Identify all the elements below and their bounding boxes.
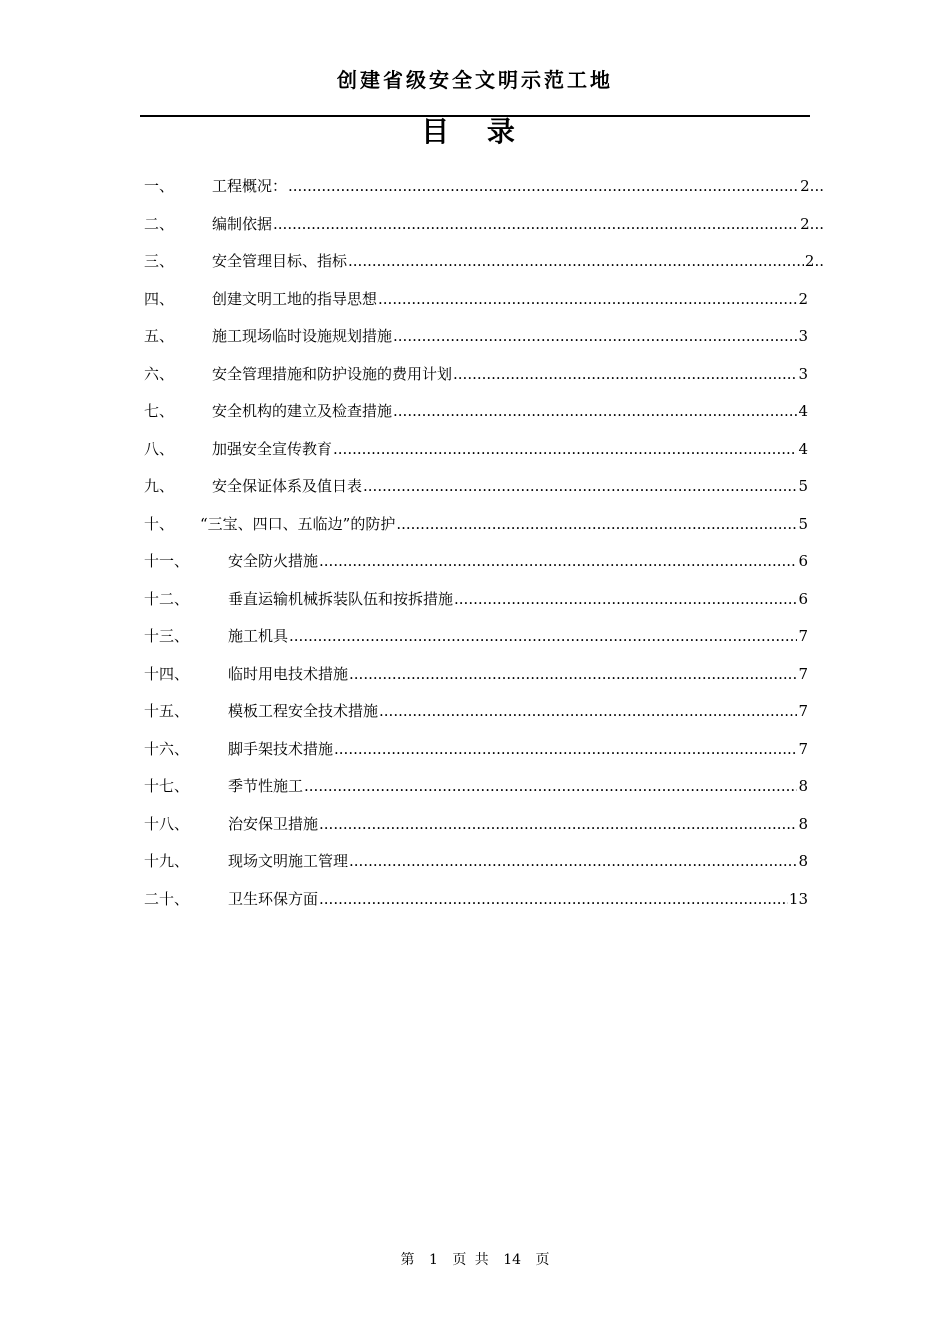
toc-entry-page: 7 (798, 664, 808, 683)
toc-leader-dots (334, 737, 797, 761)
toc-entry-page: 4 (798, 402, 808, 420)
toc-leader-dots (319, 887, 788, 911)
toc-entry[interactable] (144, 287, 808, 325)
toc-leader-dots (378, 287, 797, 311)
toc-entry-number: 一、 (144, 177, 175, 195)
toc-entry-number: 十四、 (144, 664, 190, 683)
toc-entry-page: 7 (798, 627, 808, 645)
toc-entry-number: 十三、 (144, 627, 190, 645)
toc-entry-page: 7 (798, 702, 808, 720)
toc-entry-number: 二十、 (144, 889, 190, 908)
toc-entry-number: 六、 (144, 364, 175, 383)
toc-entry-page: 7 (798, 739, 808, 758)
toc-entry-title: 模板工程安全技术措施 (228, 702, 379, 720)
toc-entry-title: 季节性施工 (228, 777, 304, 795)
toc-entry-title: 加强安全宣传教育 (212, 439, 333, 458)
toc-entry-title: 安全保证体系及值日表 (212, 477, 363, 495)
toc-entry-title: 安全管理目标、指标 (212, 252, 348, 270)
toc-entry[interactable] (144, 474, 808, 512)
toc-entry-title: “三宝、四口、五临边”的防护 (200, 514, 396, 533)
footer-current-page: 1 (428, 1252, 438, 1268)
toc-leader-dots (333, 437, 797, 461)
toc-entry-title: 施工机具 (228, 627, 289, 645)
toc-leader-dots (379, 699, 797, 723)
toc-entry-page: 8 (798, 777, 808, 795)
toc-entry[interactable] (144, 324, 808, 362)
toc-entry-number: 二、 (144, 214, 175, 233)
toc-entry-title: 工程概况： (212, 177, 288, 195)
toc-entry-page: 13 (788, 889, 808, 908)
toc-entry-title: 卫生环保方面 (228, 889, 319, 908)
toc-entry-page: 2... (800, 177, 824, 195)
toc-entry[interactable] (144, 812, 808, 850)
toc-entry[interactable] (144, 737, 808, 775)
toc-leader-dots (319, 812, 797, 836)
toc-entry-title: 垂直运输机械拆装队伍和按拆措施 (228, 589, 454, 608)
footer-prefix: 第 (400, 1252, 415, 1268)
footer-suffix: 页 (535, 1252, 550, 1268)
toc-entry-title: 创建文明工地的指导思想 (212, 289, 378, 308)
toc-entry-page: 8 (798, 814, 808, 833)
toc-leader-dots (288, 174, 799, 198)
toc-entry[interactable] (144, 174, 824, 212)
toc-entry[interactable] (144, 437, 808, 475)
toc-leader-dots (396, 512, 797, 536)
toc-entry-number: 七、 (144, 402, 175, 420)
toc-title: 目 录 (421, 115, 529, 148)
toc-leader-dots (454, 587, 797, 611)
toc-entry-page: 5 (798, 477, 808, 495)
toc-entry[interactable] (144, 212, 824, 250)
toc-entry-title: 现场文明施工管理 (228, 852, 349, 870)
toc-entry[interactable] (144, 662, 808, 700)
toc-entry-title: 安全机构的建立及检查措施 (212, 402, 393, 420)
toc-entry[interactable] (144, 399, 808, 437)
toc-entry-number: 八、 (144, 439, 175, 458)
toc-entry[interactable] (144, 699, 808, 737)
toc-leader-dots (348, 249, 804, 273)
toc-leader-dots (349, 662, 797, 686)
toc-entry[interactable] (144, 512, 808, 550)
toc-entry-page: 5 (798, 514, 808, 533)
toc-entry-page: 2... (800, 214, 824, 233)
toc-entry-number: 十六、 (144, 739, 190, 758)
page-footer (140, 1249, 810, 1269)
toc-entry[interactable] (144, 624, 808, 662)
toc-entry-number: 十一、 (144, 552, 190, 570)
toc-entry-title: 临时用电技术措施 (228, 664, 349, 683)
toc-entry-title: 脚手架技术措施 (228, 739, 334, 758)
toc-entry-number: 十二、 (144, 589, 190, 608)
toc-entry-page: 2 (798, 289, 808, 308)
footer-total-pages: 14 (503, 1252, 522, 1268)
toc-entry[interactable] (144, 774, 808, 812)
toc-entry-page: 8 (798, 852, 808, 870)
toc-entry-page: 3 (798, 327, 808, 345)
running-header: 创建省级安全文明示范工地 (337, 68, 613, 92)
toc-leader-dots (363, 474, 797, 498)
toc-entry[interactable] (144, 887, 808, 925)
toc-leader-dots (319, 549, 797, 573)
toc-entry[interactable] (144, 587, 808, 625)
toc-entry-title: 安全管理措施和防护设施的费用计划 (212, 364, 453, 383)
toc-leader-dots (289, 624, 797, 648)
toc-entry-title: 编制依据 (212, 214, 273, 233)
toc-entry-title: 安全防火措施 (228, 552, 319, 570)
toc-entry-title: 施工现场临时设施规划措施 (212, 327, 393, 345)
toc-leader-dots (304, 774, 797, 798)
toc-entry-title: 治安保卫措施 (228, 814, 319, 833)
toc-entry[interactable] (144, 849, 808, 887)
toc-leader-dots (393, 399, 797, 423)
toc-entry-number: 五、 (144, 327, 175, 345)
toc-entry-page: 2.. (804, 252, 824, 270)
toc-entry[interactable] (144, 549, 808, 587)
toc-leader-dots (273, 212, 799, 236)
toc-leader-dots (349, 849, 797, 873)
toc-entry-number: 十八、 (144, 814, 190, 833)
toc-entry-page: 6 (798, 589, 808, 608)
toc-entry-number: 十五、 (144, 702, 190, 720)
toc-entry-page: 4 (798, 439, 808, 458)
footer-mid: 页 共 (452, 1252, 489, 1268)
toc-entry-number: 十九、 (144, 852, 190, 870)
toc-entry[interactable] (144, 249, 824, 287)
toc-entry[interactable] (144, 362, 808, 400)
toc-entry-number: 十、 (144, 514, 175, 533)
toc-leader-dots (393, 324, 797, 348)
toc-entry-number: 四、 (144, 289, 175, 308)
toc-entry-page: 6 (798, 552, 808, 570)
toc-entry-page: 3 (798, 364, 808, 383)
toc-entry-number: 三、 (144, 252, 175, 270)
table-of-contents (144, 174, 824, 924)
toc-entry-number: 九、 (144, 477, 175, 495)
toc-entry-number: 十七、 (144, 777, 190, 795)
toc-leader-dots (453, 362, 797, 386)
